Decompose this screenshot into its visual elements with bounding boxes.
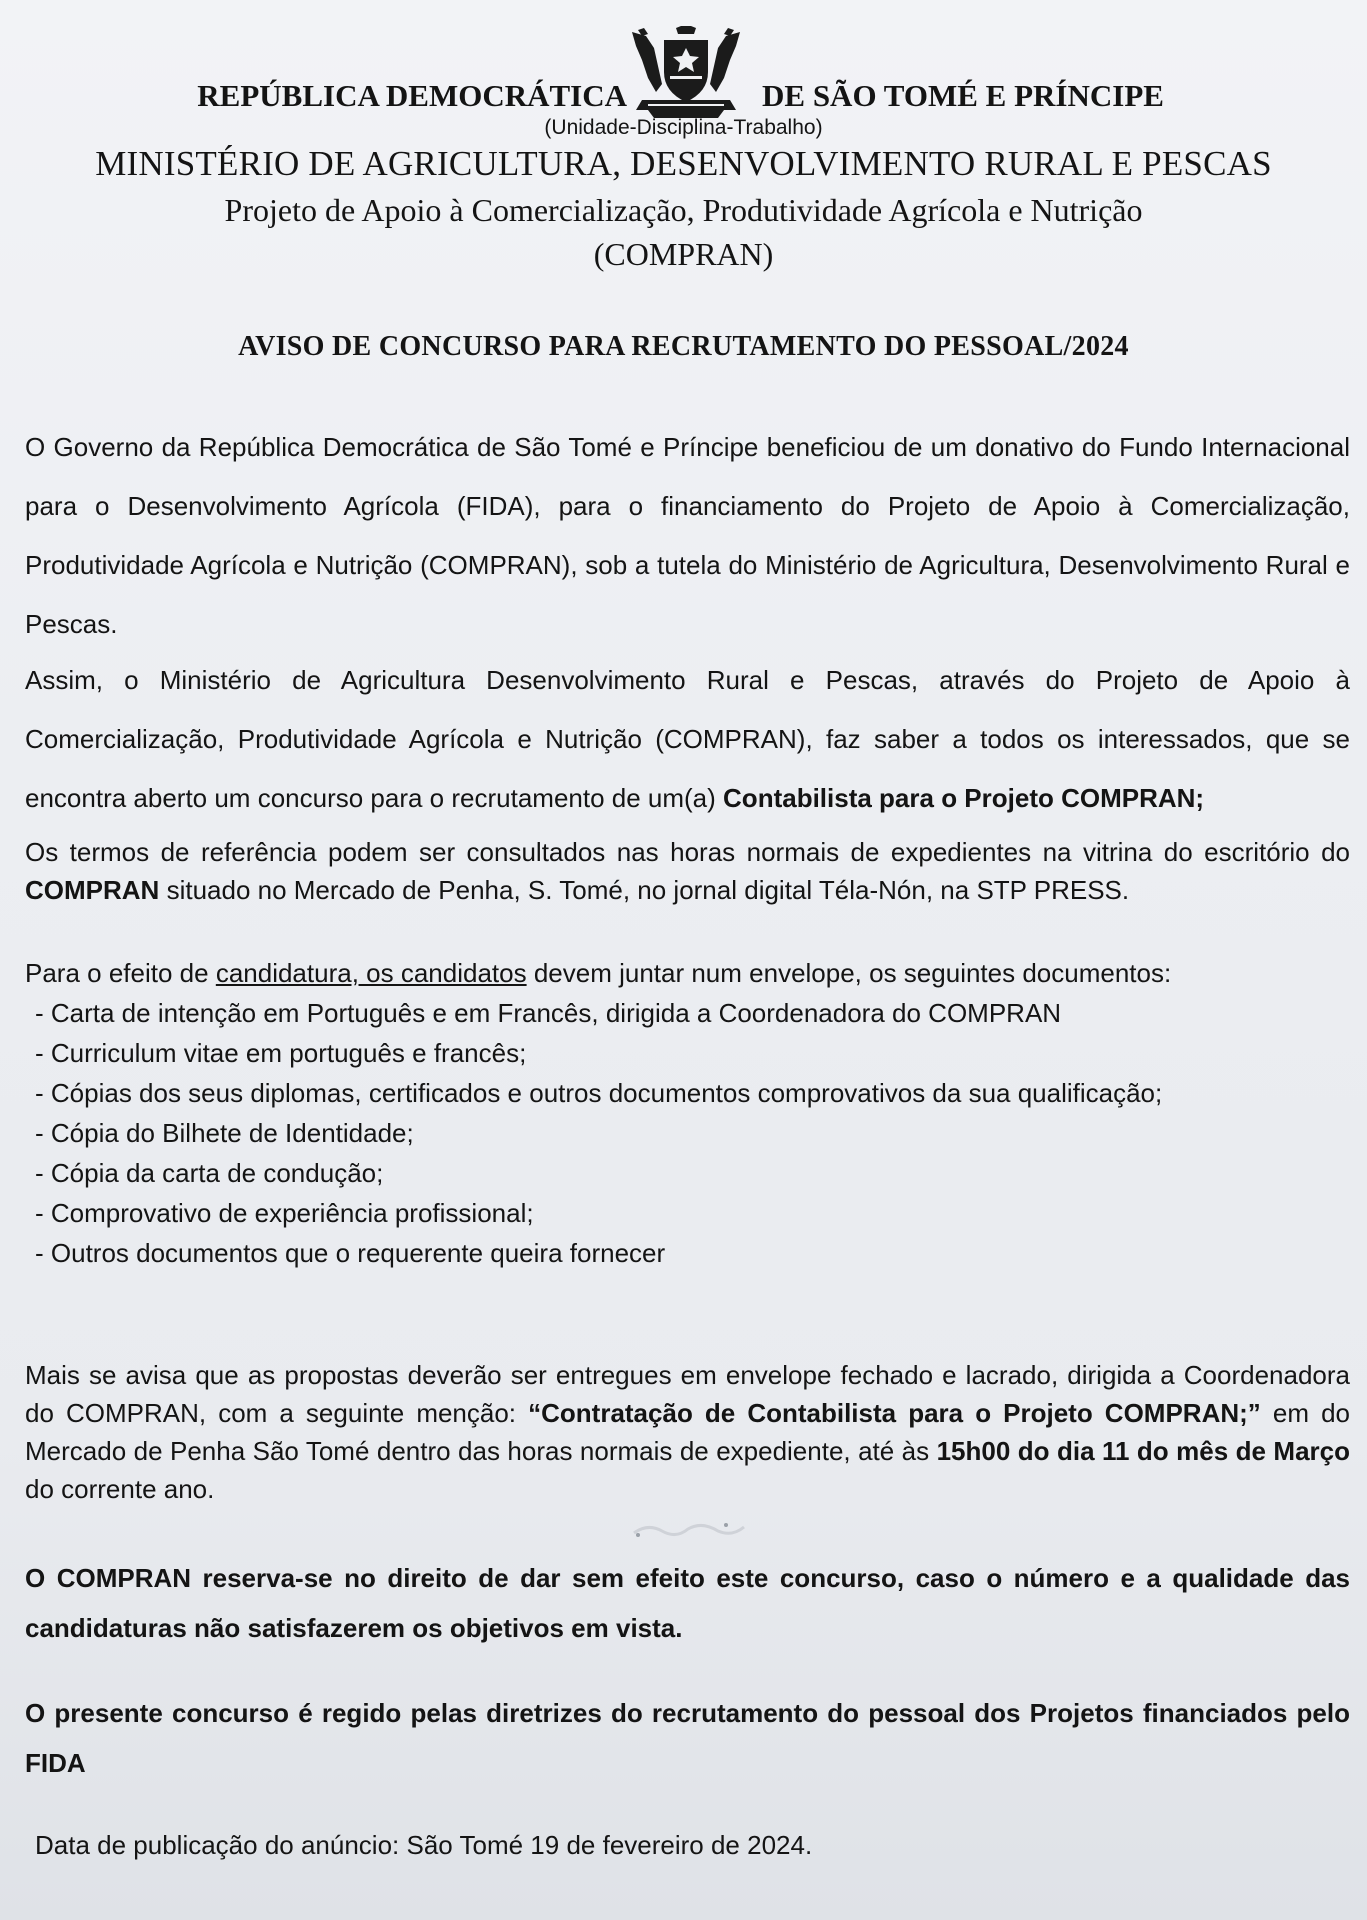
terms-location: situado no Mercado de Penha, S. Tomé, no jornal digital Téla-Nón, na STP PRESS.	[159, 875, 1130, 905]
paragraph-intro: O Governo da República Democrática de São Tomé e Príncipe beneficiou de um donativo do Fundo Internacional para o Desenvolvimento Agrícola (FIDA), para o financiamento do Projeto de Apoio à Comercialização, Produtividade Agrícola e Nutrição (COMPRAN), sob a tutela do Ministério de Agricultura, Desenvolvimento Rural e Pescas.	[25, 432, 1350, 639]
paragraph-regulation: O presente concurso é regido pelas diretrizes do recrutamento do pessoal dos Projetos financiados pelo FIDA	[25, 1698, 1350, 1778]
paragraph-reservation: O COMPRAN reserva-se no direito de dar sem efeito este concurso, caso o número e a qualidade das candidaturas não satisfazerem os objetivos em vista.	[25, 1563, 1350, 1643]
ministry-name: MINISTÉRIO DE AGRICULTURA, DESENVOLVIMENTO RURAL E PESCAS	[95, 144, 1272, 183]
list-item: - Cópia do Bilhete de Identidade;	[35, 1118, 414, 1148]
notice-title: AVISO DE CONCURSO PARA RECRUTAMENTO DO PESSOAL/2024	[238, 331, 1129, 362]
submission-text: Mais se avisa que as propostas deverão ser entregues em envelope fechado e lacrado, dirigida a Coordenadora do COMPRAN, com a seguinte menção:	[25, 1360, 1350, 1428]
terms-text: Os termos de referência podem ser consultados nas horas normais de expedientes na vitrina do escritório do	[25, 837, 1350, 867]
paragraph-announcement	[25, 651, 1350, 828]
submission-deadline: 15h00 do dia 11 do mês de Março	[936, 1436, 1350, 1466]
republic-header	[0, 70, 1367, 120]
list-item: - Cópia da carta de condução;	[35, 1158, 384, 1188]
paragraph-submission	[25, 1356, 1350, 1508]
coat-of-arms-icon	[628, 26, 744, 120]
submission-mention: “Contratação de Contabilista para o Projeto COMPRAN;”	[528, 1398, 1261, 1428]
project-name: Projeto de Apoio à Comercialização, Produtividade Agrícola e Nutrição	[224, 192, 1143, 228]
republic-name-left: REPÚBLICA DEMOCRÁTICA	[197, 78, 627, 113]
paragraph-terms	[25, 833, 1350, 909]
list-item: - Carta de intenção em Português e em Francês, dirigida a Coordenadora do COMPRAN	[35, 998, 1062, 1028]
submission-place: em do Mercado de Penha São Tomé dentro das horas normais de expediente, até às	[25, 1398, 1350, 1466]
paragraph-documents-intro	[25, 954, 1350, 992]
candidates-underlined: candidatura, os candidatos	[215, 958, 527, 988]
announcement-text: Assim, o Ministério de Agricultura Desenvolvimento Rural e Pescas, através do Projeto de Apoio à Comercialização, Produtividade Agrícola e Nutrição (COMPRAN), faz saber a todos os interessados, que se encontra aberto um concurso para o recrutamento de um(a)	[25, 665, 1350, 813]
position-title: Contabilista para o Projeto COMPRAN;	[723, 783, 1205, 813]
documents-intro-c: devem juntar num envelope, os seguintes documentos:	[526, 958, 1172, 988]
documents-intro-a: Para o efeito de	[25, 958, 216, 988]
list-item: - Comprovativo de experiência profissional;	[35, 1198, 534, 1228]
documents-list	[35, 993, 1335, 1273]
paper-blemish	[628, 1515, 748, 1545]
republic-name-right: DE SÃO TOMÉ E PRÍNCIPE	[762, 78, 1164, 113]
list-item: - Cópias dos seus diplomas, certificados e outros documentos comprovativos da sua qualificação;	[35, 1078, 1163, 1108]
compran-bold: COMPRAN	[25, 875, 160, 905]
list-item: - Curriculum vitae em português e francês;	[35, 1038, 527, 1068]
submission-year: do corrente ano.	[25, 1474, 215, 1504]
publication-date: Data de publicação do anúncio: São Tomé 19 de fevereiro de 2024.	[35, 1830, 813, 1860]
list-item: - Outros documentos que o requerente queira fornecer	[35, 1238, 666, 1268]
motto: (Unidade-Disciplina-Trabalho)	[544, 116, 823, 139]
project-acronym: (COMPRAN)	[593, 236, 774, 272]
